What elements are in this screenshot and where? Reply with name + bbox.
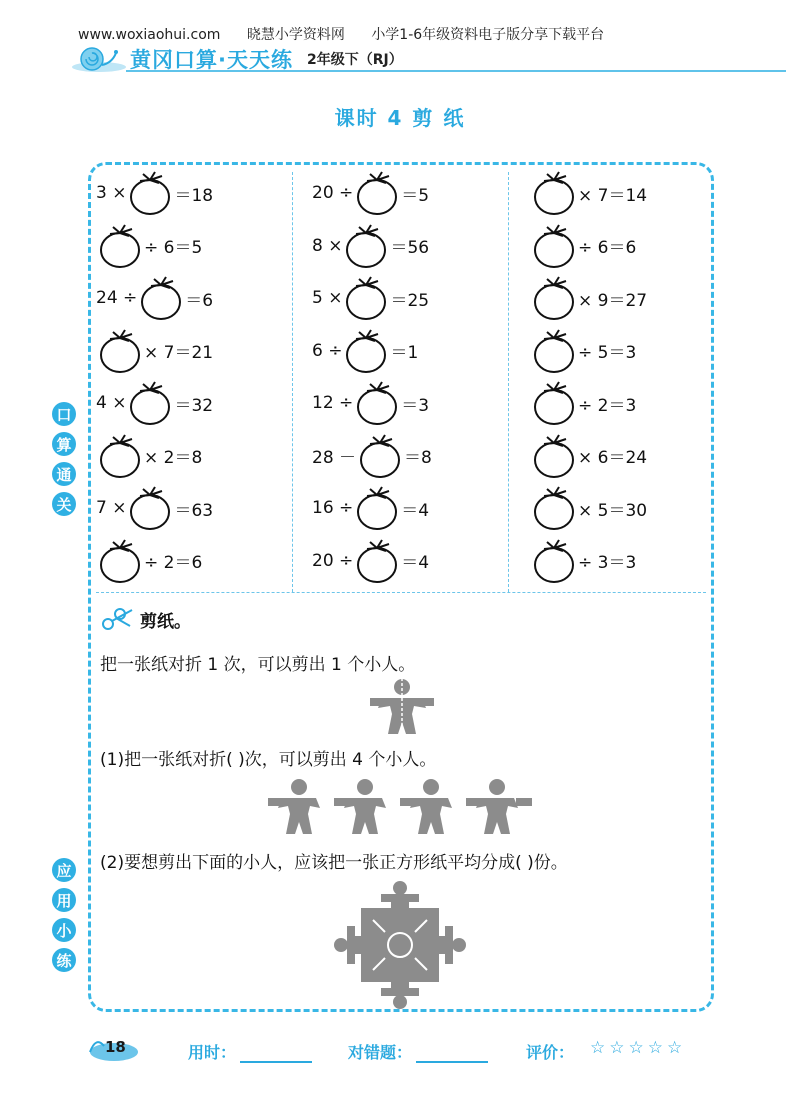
tomato-blank-icon <box>98 328 142 374</box>
brand-banner <box>70 46 403 72</box>
answer-blank[interactable] <box>353 380 401 426</box>
answer-blank[interactable] <box>342 275 390 321</box>
problem-row <box>530 220 730 273</box>
rating-stars[interactable]: ☆☆☆☆☆ <box>590 1038 687 1058</box>
problem-row <box>96 167 296 220</box>
tomato-blank-icon <box>128 380 172 426</box>
answer-blank[interactable] <box>353 170 401 216</box>
problem-suffix: × 7＝21 <box>144 343 214 364</box>
side-tab-char: 练 <box>52 948 76 972</box>
answer-blank[interactable] <box>353 538 401 584</box>
answer-blank[interactable] <box>530 223 578 269</box>
lesson-title: 课时 4 剪 纸 <box>334 106 466 130</box>
site-name: 晓慧小学资料网 <box>246 27 345 43</box>
errors-field <box>348 1040 488 1063</box>
problem-prefix: 3 × <box>96 183 127 204</box>
tomato-blank-icon <box>355 485 399 531</box>
answer-blank[interactable] <box>96 433 144 479</box>
brand-logo: 黄冈口算·天天练 <box>130 48 293 72</box>
tomato-blank-icon <box>344 223 388 269</box>
site-header <box>78 24 626 44</box>
problem-row <box>96 430 296 483</box>
time-input-line[interactable] <box>240 1047 312 1063</box>
answer-blank[interactable] <box>530 485 578 531</box>
problem-row <box>530 430 730 483</box>
problem-suffix: × 2＝8 <box>144 448 203 469</box>
problem-suffix: ＝63 <box>174 500 214 521</box>
problem-suffix: ＝32 <box>174 395 214 416</box>
problem-row <box>312 325 512 378</box>
problem-row <box>312 535 512 588</box>
side-tab-char: 口 <box>52 402 76 426</box>
answer-blank[interactable] <box>342 223 390 269</box>
problem-row <box>312 272 512 325</box>
square-doll-figure <box>333 880 467 1010</box>
site-slogan: 小学1-6年级资料电子版分享下载平台 <box>371 27 605 43</box>
task-heading <box>100 606 191 632</box>
problem-row <box>96 482 296 535</box>
problem-row <box>96 272 296 325</box>
tomato-blank-icon <box>532 538 576 584</box>
problem-suffix: ＝4 <box>401 553 430 574</box>
header-divider <box>126 70 786 72</box>
side-tab-char: 关 <box>52 492 76 516</box>
problem-row <box>96 220 296 273</box>
problem-suffix: ＝56 <box>390 238 430 259</box>
rating-field <box>526 1040 574 1063</box>
problem-suffix: ÷ 6＝5 <box>144 238 203 259</box>
problem-column-1 <box>96 167 296 587</box>
answer-blank[interactable] <box>126 170 174 216</box>
problem-suffix: ＝18 <box>174 185 214 206</box>
side-tab-char: 用 <box>52 888 76 912</box>
problem-row <box>96 377 296 430</box>
answer-blank[interactable] <box>126 380 174 426</box>
answer-blank[interactable] <box>126 485 174 531</box>
question-1: (1)把一张纸对折( )次，可以剪出 4 个小人。 <box>100 750 437 770</box>
problem-suffix: × 6＝24 <box>578 448 648 469</box>
problem-suffix: × 5＝30 <box>578 500 648 521</box>
side-tab-oral-calc <box>52 402 80 516</box>
answer-blank[interactable] <box>530 328 578 374</box>
problem-prefix: 24 ÷ <box>96 288 138 309</box>
tomato-blank-icon <box>98 433 142 479</box>
side-tab-char: 通 <box>52 462 76 486</box>
problem-suffix: ＝5 <box>401 185 430 206</box>
task-heading-label: 剪纸。 <box>140 611 191 632</box>
problem-row <box>312 482 512 535</box>
answer-blank[interactable] <box>530 538 578 584</box>
problem-suffix: × 7＝14 <box>578 185 648 206</box>
problem-prefix: 7 × <box>96 498 127 519</box>
time-label: 用时： <box>188 1043 237 1062</box>
problem-suffix: ÷ 2＝6 <box>144 553 203 574</box>
errors-input-line[interactable] <box>416 1047 488 1063</box>
side-tab-application <box>52 858 80 972</box>
problem-prefix: 20 ÷ <box>312 550 354 571</box>
problem-row <box>530 325 730 378</box>
problem-prefix: 12 ÷ <box>312 393 354 414</box>
tomato-blank-icon <box>355 380 399 426</box>
problem-row <box>312 377 512 430</box>
grade-label: 2年级下（RJ） <box>306 52 403 68</box>
problem-suffix: ÷ 3＝3 <box>578 553 637 574</box>
tomato-blank-icon <box>355 170 399 216</box>
problem-column-3 <box>530 167 730 587</box>
answer-blank[interactable] <box>96 328 144 374</box>
tomato-blank-icon <box>532 223 576 269</box>
problem-prefix: 8 × <box>312 235 343 256</box>
tomato-blank-icon <box>98 223 142 269</box>
problem-suffix: ＝8 <box>404 448 432 469</box>
tomato-blank-icon <box>532 170 576 216</box>
answer-blank[interactable] <box>530 275 578 321</box>
tomato-blank-icon <box>358 433 402 479</box>
problem-prefix: 28 － <box>312 448 357 469</box>
tomato-blank-icon <box>128 485 172 531</box>
problem-suffix: ÷ 2＝3 <box>578 395 637 416</box>
problem-row <box>96 325 296 378</box>
doll-chain-figure <box>266 778 536 836</box>
side-tab-char: 应 <box>52 858 76 882</box>
problem-suffix: ＝6 <box>185 290 214 311</box>
problem-row <box>312 167 512 220</box>
answer-blank[interactable] <box>137 275 185 321</box>
tomato-blank-icon <box>532 433 576 479</box>
problem-row <box>530 377 730 430</box>
problem-row <box>96 535 296 588</box>
problem-suffix: ＝3 <box>401 395 430 416</box>
answer-blank[interactable] <box>530 433 578 479</box>
snail-logo-icon <box>70 45 128 73</box>
tomato-blank-icon <box>532 485 576 531</box>
paper-doll-figure <box>366 678 438 736</box>
answer-blank[interactable] <box>96 538 144 584</box>
page-number: 18 <box>105 1038 126 1056</box>
tomato-blank-icon <box>532 328 576 374</box>
answer-blank[interactable] <box>530 380 578 426</box>
problem-suffix: ＝25 <box>390 290 430 311</box>
problem-prefix: 16 ÷ <box>312 498 354 519</box>
problem-column-2 <box>312 167 512 587</box>
side-tab-char: 算 <box>52 432 76 456</box>
problem-suffix: ÷ 5＝3 <box>578 343 637 364</box>
problem-suffix: ＝1 <box>390 343 419 364</box>
problem-row <box>530 535 730 588</box>
tomato-blank-icon <box>532 275 576 321</box>
tomato-blank-icon <box>98 538 142 584</box>
tomato-blank-icon <box>344 275 388 321</box>
tomato-blank-icon <box>139 275 183 321</box>
problem-row <box>530 482 730 535</box>
problem-prefix: 5 × <box>312 288 343 309</box>
section-divider <box>96 592 706 593</box>
tomato-blank-icon <box>128 170 172 216</box>
task-intro: 把一张纸对折 1 次，可以剪出 1 个小人。 <box>100 655 416 675</box>
answer-blank[interactable] <box>342 328 390 374</box>
tomato-blank-icon <box>532 380 576 426</box>
tomato-blank-icon <box>355 538 399 584</box>
site-url[interactable]: www.woxiaohui.com <box>78 27 221 43</box>
problem-prefix: 20 ÷ <box>312 183 354 204</box>
problem-suffix: ÷ 6＝6 <box>578 238 637 259</box>
problem-row <box>312 220 512 273</box>
answer-blank[interactable] <box>96 223 144 269</box>
scissors-icon <box>100 606 136 632</box>
problem-row <box>312 430 512 483</box>
problem-row <box>530 272 730 325</box>
answer-blank[interactable] <box>530 170 578 216</box>
rating-label: 评价： <box>526 1043 575 1062</box>
time-field <box>188 1040 312 1063</box>
answer-blank[interactable] <box>356 433 404 479</box>
answer-blank[interactable] <box>353 485 401 531</box>
problem-suffix: × 9＝27 <box>578 290 648 311</box>
problem-prefix: 4 × <box>96 393 127 414</box>
question-2: (2)要想剪出下面的小人，应该把一张正方形纸平均分成( )份。 <box>100 853 568 873</box>
problem-suffix: ＝4 <box>401 500 430 521</box>
errors-label: 对错题： <box>348 1043 413 1062</box>
problem-prefix: 6 ÷ <box>312 340 343 361</box>
tomato-blank-icon <box>344 328 388 374</box>
side-tab-char: 小 <box>52 918 76 942</box>
problem-row <box>530 167 730 220</box>
